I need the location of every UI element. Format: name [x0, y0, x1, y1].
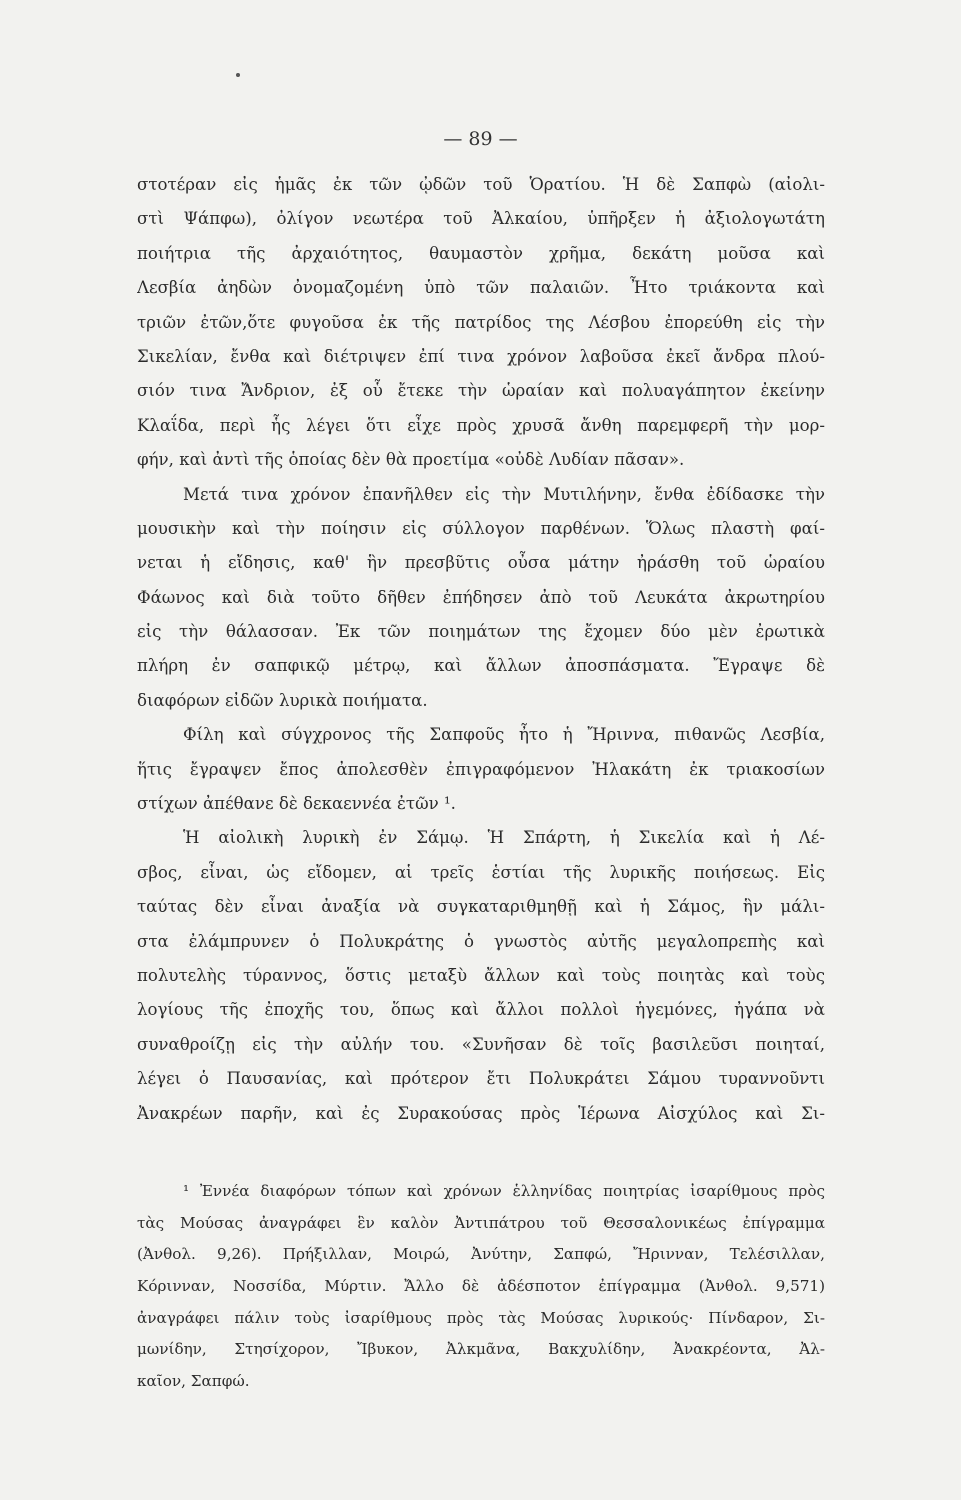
text-line: εἰς τὴν θάλασσαν. Ἐκ τῶν ποιημάτων της ἔχομεν δύο μὲν ἐρωτικὰ [137, 622, 825, 642]
footnote-line: Κόρινναν, Νοσσίδα, Μύρτιν. Ἄλλο δὲ ἀδέσποτον ἐπίγραμμα (Ἀνθολ. 9,571) [137, 1277, 825, 1296]
footnote-line: ¹ Ἐννέα διαφόρων τόπων καὶ χρόνων ἑλληνίδας ποιητρίας ἰσαρίθμους πρὸς [183, 1182, 825, 1200]
text-line: στίχων ἀπέθανε δὲ δεκαεννέα ἐτῶν ¹. [137, 794, 456, 814]
footnote-line: (Ἀνθολ. 9,26). Πρήξιλλαν, Μοιρώ, Ἀνύτην, Σαπφώ, Ἤρινναν, Τελέσιλλαν, [137, 1245, 825, 1264]
footnote-line: καῖον, Σαπφώ. [137, 1372, 250, 1391]
footnote-line: μωνίδην, Στησίχορον, Ἴβυκον, Ἀλκμᾶνα, Βακχυλίδην, Ἀνακρέοντα, Ἀλ- [137, 1340, 825, 1359]
text-line: Λεσβία ἀηδὼν ὀνομαζομένη ὑπὸ τῶν παλαιῶν. Ἦτο τριάκοντα καὶ [137, 278, 825, 298]
text-line: τριῶν ἐτῶν,ὅτε φυγοῦσα ἐκ τῆς πατρίδος της Λέσβου ἐπορεύθη εἰς τὴν [137, 312, 825, 332]
section-heading-line: Ἡ αἰολικὴ λυρικὴ ἐν Σάμῳ. Ἡ Σπάρτη, ἡ Σικελία καὶ ἡ Λέ- [183, 828, 825, 848]
text-line: ποιήτρια τῆς ἀρχαιότητος, θαυμαστὸν χρῆμα, δεκάτη μοῦσα καὶ [137, 243, 825, 263]
text-line: Κλαΐδα, περὶ ἧς λέγει ὅτι εἶχε πρὸς χρυσᾶ ἄνθη παρεμφερῆ τὴν μορ- [137, 415, 825, 435]
body-text [137, 168, 825, 1131]
text-line: ἥτις ἔγραψεν ἔπος ἀπολεσθὲν ἐπιγραφόμενον Ἠλακάτη ἐκ τριακοσίων [137, 759, 825, 779]
text-line: φήν, καὶ ἀντὶ τῆς ὁποίας δὲν θὰ προετίμα «οὐδὲ Λυδίαν πᾶσαν». [137, 450, 685, 470]
text-line: πολυτελὴς τύραννος, ὅστις μεταξὺ ἄλλων καὶ τοὺς ποιητὰς καὶ τοὺς [137, 965, 825, 985]
text-line: Φάωνος καὶ διὰ τοῦτο δῆθεν ἐπήδησεν ἀπὸ τοῦ Λευκάτα ἀκρωτηρίου [137, 587, 825, 607]
ink-speck [236, 73, 240, 77]
text-line: διαφόρων εἰδῶν λυρικὰ ποιήματα. [137, 690, 428, 710]
text-line: σιόν τινα Ἄνδριον, ἐξ οὗ ἔτεκε τὴν ὡραίαν καὶ πολυαγάπητον ἐκείνην [137, 381, 825, 401]
text-line: λέγει ὁ Παυσανίας, καὶ πρότερον ἔτι Πολυκράτει Σάμου τυραννοῦντι [137, 1069, 825, 1089]
text-line: λογίους τῆς ἐποχῆς του, ὅπως καὶ ἄλλοι πολλοὶ ἡγεμόνες, ἠγάπα νὰ [137, 1000, 825, 1020]
text-line: συναθροίζῃ εἰς τὴν αὐλήν του. «Συνῆσαν δὲ τοῖς βασιλεῦσι ποιηταί, [137, 1034, 825, 1054]
text-line: Μετά τινα χρόνον ἐπανῆλθεν εἰς τὴν Μυτιλήνην, ἔνθα ἐδίδασκε τὴν [183, 484, 825, 504]
text-line: στα ἐλάμπρυνεν ὁ Πολυκράτης ὁ γνωστὸς αὐτῆς μεγαλοπρεπὴς καὶ [137, 931, 825, 951]
text-line: ταύτας δὲν εἶναι ἀναξία νὰ συγκαταριθμηθῇ καὶ ἡ Σάμος, ἣν μάλι- [137, 897, 825, 917]
footnote-line: τὰς Μούσας ἀναγράφει ἓν καλὸν Ἀντιπάτρου τοῦ Θεσσαλονικέως ἐπίγραμμα [137, 1213, 825, 1232]
text-line: Φίλη καὶ σύγχρονος τῆς Σαπφοῦς ἦτο ἡ Ἤριννα, πιθανῶς Λεσβία, [183, 725, 825, 745]
text-line: νεται ἡ εἴδησις, καθ' ἣν πρεσβῦτις οὖσα μάτην ἠράσθη τοῦ ὡραίου [137, 553, 825, 573]
page-number: — 89 — [443, 128, 518, 150]
footnote-line: ἀναγράφει πάλιν τοὺς ἰσαρίθμους πρὸς τὰς Μούσας λυρικούς· Πίνδαρον, Σι- [137, 1308, 825, 1327]
footnotes [137, 1176, 825, 1398]
text-line: μουσικὴν καὶ τὴν ποίησιν εἰς σύλλογον παρθένων. Ὅλως πλαστὴ φαί- [137, 518, 825, 538]
text-line: στὶ Ψάπφω), ὀλίγον νεωτέρα τοῦ Ἀλκαίου, ὑπῆρξεν ἡ ἀξιολογωτάτη [137, 209, 825, 229]
text-line: στοτέραν εἰς ἡμᾶς ἐκ τῶν ᾠδῶν τοῦ Ὁρατίου. Ἡ δὲ Σαπφὼ (αἰολι- [137, 175, 825, 194]
text-line: σβος, εἶναι, ὡς εἴδομεν, αἱ τρεῖς ἑστίαι τῆς λυρικῆς ποιήσεως. Εἰς [137, 862, 825, 882]
text-line: πλήρη ἐν σαπφικῷ μέτρῳ, καὶ ἄλλων ἀποσπάσματα. Ἔγραψε δὲ [137, 656, 825, 676]
text-line: Ἀνακρέων παρῆν, καὶ ἐς Συρακούσας πρὸς Ἱέρωνα Αἰσχύλος καὶ Σι- [137, 1103, 825, 1123]
text-line: Σικελίαν, ἔνθα καὶ διέτριψεν ἐπί τινα χρόνον λαβοῦσα ἐκεῖ ἄνδρα πλού- [137, 346, 825, 366]
